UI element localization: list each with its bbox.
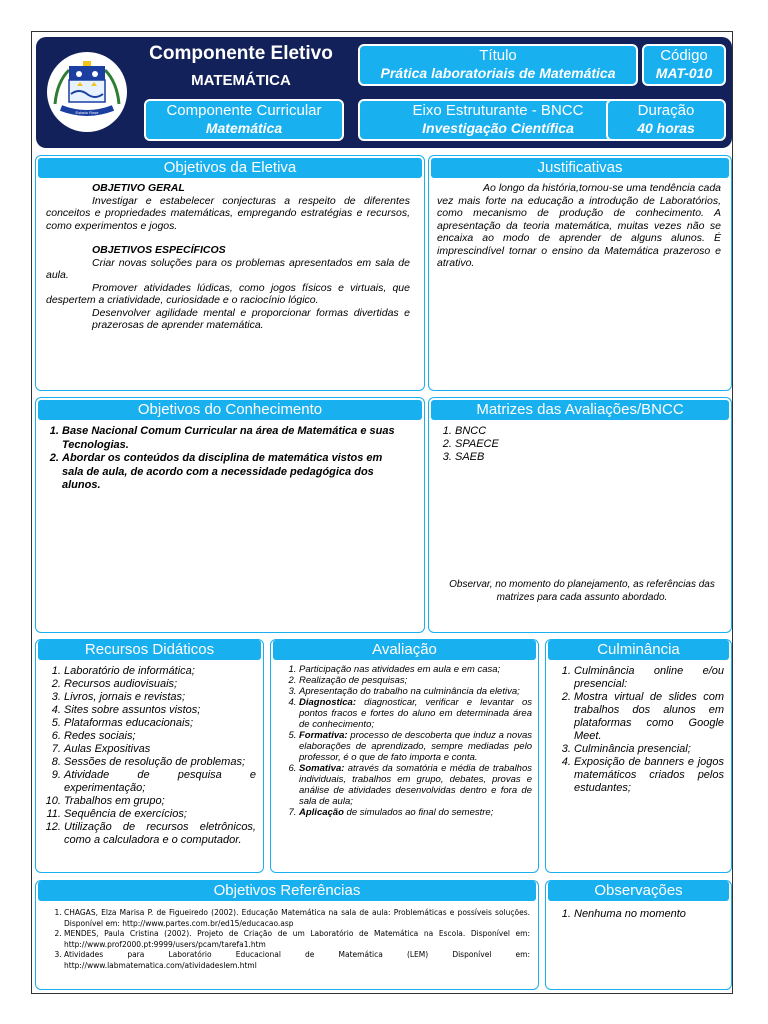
list-item: 1. Culminância online e/ou presencial: [574, 665, 724, 691]
objetivo-especifico-3: Desenvolver agilidade mental e proporcionar formas divertidas e prazerosas de aprender matemática. [92, 306, 410, 331]
list-item: 2. Mostra virtual de slides com trabalhos dos alunos em plataformas como Google Meet. [574, 691, 724, 743]
componente-curricular-value: Matemática [205, 120, 283, 136]
avaliacao-heading: Avaliação [273, 640, 536, 660]
avaliacao-item-7-term: Aplicação [299, 807, 344, 818]
avaliacao-item-7-text: de simulados ao final do semestre; [343, 807, 494, 818]
list-item: 1. BNCC [455, 425, 721, 438]
list-item: 9. Atividade de pesquisa e experimentação; [64, 769, 256, 795]
objetivo-especifico-1: Criar novas soluções para os problemas apresentados em sala de aula. [46, 256, 410, 281]
titulo-label: Título [479, 47, 517, 64]
list-item: 2. Recursos audiovisuais; [64, 678, 256, 691]
list-item: 4. Sites sobre assuntos vistos; [64, 704, 256, 717]
matrizes-note: Observar, no momento do planejamento, as referências das matrizes para cada assunto abordado. [449, 579, 715, 603]
referencias-list [44, 908, 530, 971]
objetivos-conhecimento-panel [35, 397, 425, 633]
culminancia-list [552, 665, 724, 795]
avaliacao-item-2: 2. Realização de pesquisas; [299, 675, 532, 686]
objetivo-especifico-2: Promover atividades lúdicas, como jogos físicos e virtuais, que despertem a criatividade, curiosidade e o raciocínio lógico. [46, 281, 410, 306]
reference-item: 3. Atividades para Laboratório Educacional de Matemática (LEM) Disponível em: http://www.labmatematica.com/atividadeslem.html [64, 950, 530, 971]
list-item: 1. Laboratório de informática; [64, 665, 256, 678]
objetivos-eletiva-panel [35, 155, 425, 391]
avaliacao-item-6-term: Somativa: [299, 763, 345, 774]
list-item: 12. Utilização de recursos eletrônicos, como a calculadora e o computador. [64, 821, 256, 847]
culminancia-panel [545, 639, 732, 873]
eixo-estruturante-box [358, 99, 638, 141]
state-coat-of-arms-logo [47, 52, 127, 132]
objetivos-conhecimento-heading: Objetivos do Conhecimento [38, 400, 422, 420]
matrizes-panel [428, 397, 732, 633]
codigo-value: MAT-010 [655, 65, 713, 81]
avaliacao-item-6 [299, 763, 532, 807]
matrizes-list [437, 425, 721, 464]
list-item: 6. Redes sociais; [64, 730, 256, 743]
justificativas-heading: Justificativas [431, 158, 729, 178]
list-item: 3. SAEB [455, 451, 721, 464]
reference-item: 2. MENDES, Paula Cristina (2002). Projeto de Criação de um Laboratório de Matemática na Escola. Disponível em: http://www.prof2000.pt:9999/users/pcam/tarefa1.htm [64, 929, 530, 950]
avaliacao-item-5-term: Formativa: [299, 730, 348, 741]
referencias-panel [35, 880, 539, 990]
component-subtitle: MATEMÁTICA [191, 72, 291, 89]
titulo-value: Prática laboratoriais de Matemática [380, 65, 616, 81]
list-item: 11. Sequência de exercícios; [64, 808, 256, 821]
list-item: 5. Plataformas educacionais; [64, 717, 256, 730]
eixo-label: Eixo Estruturante - BNCC [412, 102, 584, 119]
header-banner [36, 37, 732, 148]
culminancia-heading: Culminância [548, 640, 729, 660]
list-item: 7. Aulas Expositivas [64, 743, 256, 756]
logo-motto: Estado Rose [75, 110, 99, 115]
referencias-heading: Objetivos Referências [38, 881, 536, 901]
objetivos-especificos-title: OBJETIVOS ESPECÍFICOS [92, 244, 226, 256]
list-item: 3. Livros, jornais e revistas; [64, 691, 256, 704]
titulo-box [358, 44, 638, 86]
avaliacao-item-5 [299, 730, 532, 763]
recursos-list [42, 665, 256, 847]
componente-curricular-box [144, 99, 344, 141]
recursos-panel [35, 639, 264, 873]
reference-item: 1. CHAGAS, Elza Marisa P. de Figueiredo (2002). Educação Matemática na sala de aula: Problemáticas e possíveis soluções. Disponível em: http://www.partes.com.br/ed15/educacao.asp [64, 908, 530, 929]
avaliacao-item-6-text: através da somatória e média de trabalhos individuais, trabalhos em grupo, debates, provas e análise de atividades desenvolvidas dentro e fora de sala de aula; [299, 763, 532, 807]
list-item: 1. Nenhuma no momento [574, 908, 724, 921]
codigo-box [642, 44, 726, 86]
objetivo-geral-title: OBJETIVO GERAL [92, 182, 185, 194]
objetivos-conhecimento-body [44, 425, 404, 493]
eixo-value: Investigação Científica [422, 120, 574, 136]
justificativas-text: Ao longo da história,tornou-se uma tendência cada vez mais forte na educação a introdução de Laboratórios, como mecanismo de produção de conhecimento. A apresentação da teoria matemática, muitas vezes não se encaixa ao modo de aprender de alguns alunos. É imprescindível tornar o ensino da Matemática prazeroso e atrativo. [437, 182, 721, 269]
avaliacao-item-3: 3. Apresentação do trabalho na culminância da eletiva; [299, 686, 532, 697]
objetivos-eletiva-body [46, 182, 410, 332]
observacoes-heading: Observações [548, 881, 729, 901]
avaliacao-panel [270, 639, 539, 873]
duracao-box [606, 99, 726, 141]
list-item: 3. Culminância presencial; [574, 743, 724, 756]
avaliacao-item-5-text: processo de descoberta que induz a novas elaborações de aprendizado, sempre mediadas pelo professor, é o que de fato importa e conta. [299, 730, 532, 763]
codigo-label: Código [660, 47, 708, 64]
component-title: Componente Eletivo [149, 43, 333, 64]
avaliacao-item-4 [299, 697, 532, 730]
componente-curricular-label: Componente Curricular [166, 102, 322, 119]
avaliacao-item-4-term: Diagnostica: [299, 697, 357, 708]
avaliacao-item-4-text: diagnosticar, verificar e levantar os pontos fracos e fortes do aluno em determinada área de conhecimento; [299, 697, 532, 730]
observacoes-list [552, 908, 724, 921]
justificativas-panel [428, 155, 732, 391]
avaliacao-item-7 [299, 807, 532, 818]
list-item: 4. Exposição de banners e jogos matemáticos criados pelos estudantes; [574, 756, 724, 795]
matrizes-heading: Matrizes das Avaliações/BNCC [431, 400, 729, 420]
objetivos-eletiva-heading: Objetivos da Eletiva [38, 158, 422, 178]
list-item: 10. Trabalhos em grupo; [64, 795, 256, 808]
avaliacao-item-1: 1. Participação nas atividades em aula e em casa; [299, 664, 532, 675]
recursos-heading: Recursos Didáticos [38, 640, 261, 660]
observacoes-panel [545, 880, 732, 990]
list-item: 8. Sessões de resolução de problemas; [64, 756, 256, 769]
list-item: 1. Base Nacional Comum Curricular na área de Matemática e suas Tecnologias. [62, 425, 404, 452]
duracao-value: 40 horas [637, 120, 695, 136]
duracao-label: Duração [637, 102, 695, 119]
list-item: 2. Abordar os conteúdos da disciplina de matemática vistos em sala de aula, de acordo com a necessidade pedagógica dos alunos. [62, 452, 404, 493]
list-item: 2. SPAECE [455, 438, 721, 451]
avaliacao-list [277, 664, 532, 818]
objetivo-geral-text: Investigar e estabelecer conjecturas a respeito de diferentes conceitos e propriedades matemáticas, empregando estratégias e recursos, como experimentos e jogos. [46, 194, 410, 232]
